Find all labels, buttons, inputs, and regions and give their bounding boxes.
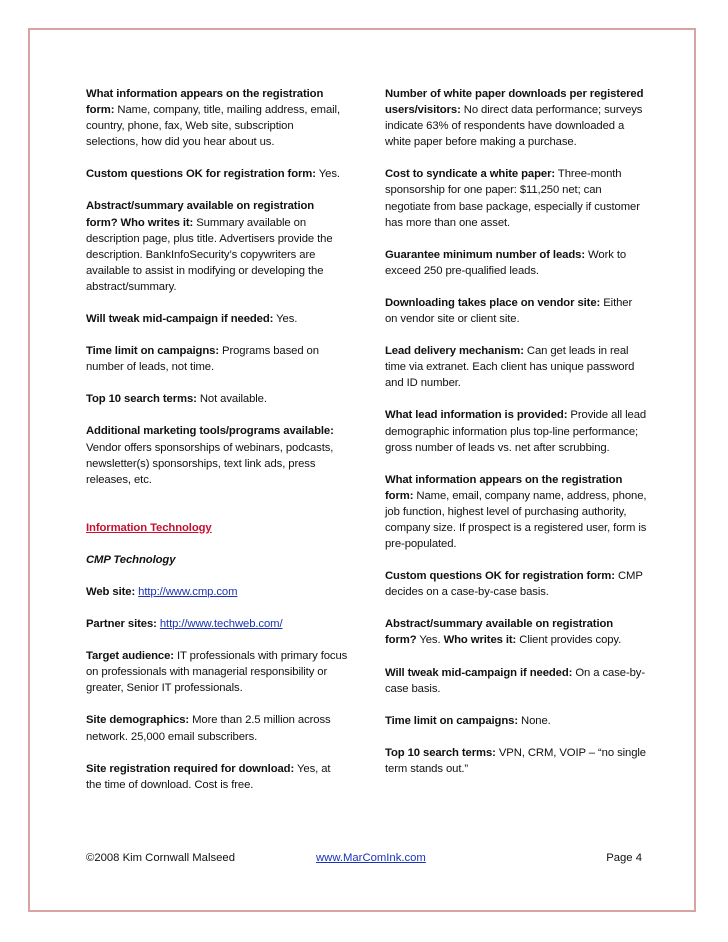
field-value: Summary available on description page, plus title. Advertisers provide the description. BankInfoSecurity’s copywriters are available to assist in modifying or developing the abstract/summary. (86, 216, 333, 293)
field-value: Yes. (273, 313, 298, 326)
top-search-terms (86, 391, 348, 407)
field-value: Programs based on number of leads, not time. (86, 345, 319, 374)
field-label: Time limit on campaigns: (86, 345, 219, 358)
field-label: Lead delivery mechanism: (385, 345, 524, 358)
top-search-terms-cmp (385, 745, 647, 777)
field-value: Vendor offers sponsorships of webinars, podcasts, newsletter(s) sponsorships, text link ads, press releases, etc. (86, 441, 334, 486)
field-label: Additional marketing tools/programs available: (86, 425, 334, 438)
lead-delivery (385, 343, 647, 391)
field-label: Downloading takes place on vendor site: (385, 296, 601, 309)
field-label: What information appears on the registration form: (86, 88, 324, 117)
abstract-summary-cmp (385, 616, 647, 648)
field-value: None. (517, 714, 551, 727)
field-value: Client provides copy. (516, 634, 622, 647)
field-label: Cost to syndicate a white paper: (385, 168, 556, 181)
field-value: Name, email, company name, address, phone, job function, highest level of purchasing authority, company size. If prospect is a registered user, form is pre-populated. (385, 489, 647, 551)
field-label: Site registration required for download: (86, 762, 295, 775)
partner-sites-link[interactable]: http://www.techweb.com/ (159, 618, 283, 631)
field-value: Work to exceed 250 pre-qualified leads. (385, 248, 627, 277)
company-name (86, 552, 348, 568)
field-value: Either on vendor site or client site. (385, 296, 633, 326)
field-label: Time limit on campaigns: (385, 714, 518, 727)
download-location (385, 295, 647, 327)
field-label: Guarantee minimum number of leads: (385, 248, 585, 261)
partner-sites (86, 616, 348, 632)
site-registration (86, 761, 348, 793)
field-value: CMP decides on a case-by-case basis. (385, 570, 643, 599)
field-label: Top 10 search terms: (385, 746, 496, 759)
field-label: What information appears on the registration form: (385, 473, 623, 502)
field-label: Will tweak mid-campaign if needed: (385, 666, 573, 679)
field-label: Target audience: (86, 650, 174, 663)
field-value: Not available. (196, 393, 267, 406)
registration-form-info (86, 86, 348, 150)
field-value: On a case-by-case basis. (385, 666, 646, 695)
field-label: Who writes it: (443, 634, 517, 647)
field-value: More than 2.5 million across network. 25,000 email subscribers. (86, 714, 331, 743)
white-paper-downloads (385, 86, 647, 150)
field-label: Partner sites: (86, 618, 157, 631)
field-label: Number of white paper downloads per registered users/visitors: (385, 88, 644, 117)
field-label: Abstract/summary available on registration form? Who writes it: (86, 200, 315, 229)
site-demographics (86, 712, 348, 744)
field-value: Name, company, title, mailing address, email, country, phone, fax, Web site, subscription selections, how did you hear about us. (86, 104, 340, 149)
page-number: Page 4 (606, 852, 642, 864)
field-label: What lead information is provided: (385, 409, 568, 422)
field-label: Top 10 search terms: (86, 393, 197, 406)
section-heading (86, 520, 348, 536)
field-value: Provide all lead demographic information plus top-line performance; gross number of leads vs. net after scrubbing. (385, 409, 647, 454)
syndication-cost (385, 166, 647, 230)
field-value: VPN, CRM, VOIP – “no single term stands out.” (385, 746, 646, 775)
custom-questions (86, 166, 348, 182)
field-label: Custom questions OK for registration form: (86, 168, 316, 181)
footer-website-link[interactable]: www.MarComInk.com (316, 852, 426, 864)
abstract-summary (86, 198, 348, 295)
web-site (86, 584, 348, 600)
field-value: No direct data performance; surveys indicate 63% of respondents have downloaded a white paper before making a purchase. (385, 104, 643, 149)
field-value: Yes. (416, 634, 444, 647)
minimum-leads (385, 247, 647, 279)
lead-information (385, 407, 647, 455)
field-label: Abstract/summary available on registration form? (385, 618, 614, 647)
additional-tools (86, 423, 348, 487)
web-site-link[interactable]: http://www.cmp.com (138, 585, 238, 598)
left-column (86, 86, 348, 809)
right-column (385, 86, 647, 793)
field-value: Yes. (315, 168, 340, 181)
field-value: Three-month sponsorship for one paper: $11,250 net; can negotiate from base package, especially if customer has more than one asset. (385, 168, 640, 229)
time-limit (86, 343, 348, 375)
field-label: Will tweak mid-campaign if needed: (86, 313, 274, 326)
company-title: CMP Technology (86, 553, 176, 566)
field-label: Site demographics: (86, 714, 190, 727)
tweak-mid-campaign-cmp (385, 665, 647, 697)
field-value: Can get leads in real time via extranet. Each client has unique password and ID number. (385, 345, 635, 390)
field-value: Yes, at the time of download. Cost is free. (86, 762, 331, 791)
field-label: Custom questions OK for registration form: (385, 570, 615, 583)
tweak-mid-campaign (86, 311, 348, 327)
field-value: IT professionals with primary focus on professionals with managerial responsibility or greater, Senior IT professionals. (86, 650, 348, 695)
time-limit-cmp (385, 713, 647, 729)
copyright: ©2008 Kim Cornwall Malseed (86, 852, 235, 864)
target-audience (86, 648, 348, 696)
field-label: Web site: (86, 585, 136, 598)
registration-form-info-cmp (385, 472, 647, 552)
custom-questions-cmp (385, 568, 647, 600)
section-title: Information Technology (86, 521, 212, 534)
